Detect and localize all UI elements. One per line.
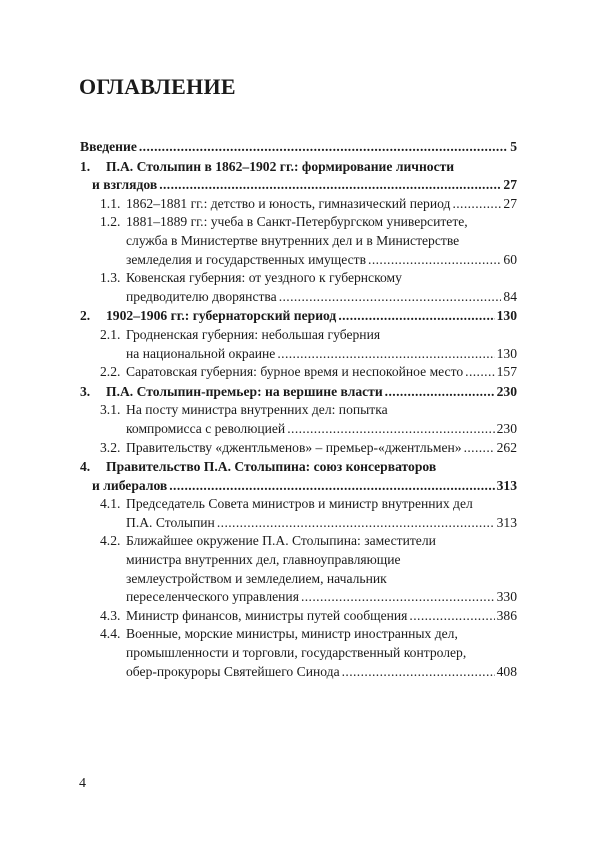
toc-entry-number: 4.1. bbox=[100, 496, 121, 512]
toc-entry-page: 408 bbox=[496, 663, 517, 679]
toc-entry-text: промышленности и торговли, государственный контролер, bbox=[126, 645, 467, 661]
toc-entry-page: 230 bbox=[496, 420, 517, 436]
toc-entry-text: 4.4. Военные, морские министры, министр иностранных дел, bbox=[100, 626, 458, 641]
toc-entry-number: 4.2. bbox=[100, 533, 121, 549]
toc-entry-text: 4.3. Министр финансов, министры путей сообщения bbox=[100, 607, 407, 626]
toc-entry-page: 386 bbox=[496, 607, 517, 623]
toc-entry[interactable] bbox=[80, 269, 517, 306]
page-number: 4 bbox=[79, 776, 86, 791]
toc-entry-text: 2.2. Саратовская губерния: бурное время и неспокойное место bbox=[100, 363, 463, 382]
toc-entry-text: и взглядов bbox=[92, 177, 158, 193]
toc-entry-number: 2.1. bbox=[100, 326, 121, 342]
toc-entry[interactable] bbox=[80, 213, 517, 269]
toc-entry-page: 262 bbox=[496, 439, 517, 455]
dot-leader bbox=[338, 307, 494, 326]
toc-entry-page: 84 bbox=[503, 288, 517, 304]
toc-entry[interactable] bbox=[80, 458, 517, 495]
toc-entry-text: обер-прокуроры Святейшего Синода bbox=[126, 663, 340, 679]
toc-entry-page: 27 bbox=[503, 177, 517, 193]
toc-entry[interactable] bbox=[80, 607, 517, 626]
dot-leader bbox=[301, 588, 495, 607]
dot-leader bbox=[385, 383, 495, 402]
toc-entry-page: 27 bbox=[503, 195, 517, 211]
toc-entry-number: 1.1. bbox=[100, 195, 121, 211]
toc-entry-text: 1.1. 1862–1881 гг.: детство и юность, гимназический период bbox=[100, 195, 450, 214]
toc-entry-page: 157 bbox=[496, 364, 517, 380]
toc-entry-text: 3.2. Правительству «джентльменов» – премьер-«джентльмен» bbox=[100, 439, 462, 458]
toc-entry-number: 1.2. bbox=[100, 214, 121, 230]
toc-entry-number: 2.2. bbox=[100, 364, 121, 380]
toc-entry-text: 4. Правительство П.А. Столыпина: союз консерваторов bbox=[80, 459, 436, 474]
toc-entry[interactable] bbox=[80, 138, 517, 157]
toc-entry-text: переселенческого управления bbox=[126, 589, 299, 605]
toc-entry-number: 3.1. bbox=[100, 402, 121, 418]
toc-entry-page: 313 bbox=[496, 514, 517, 530]
toc-entry-text: 3.1. На посту министра внутренних дел: попытка bbox=[100, 402, 388, 417]
toc-entry-text: 2.1. Гродненская губерния: небольшая губерния bbox=[100, 327, 380, 342]
toc-entry-number: 1. bbox=[80, 158, 91, 174]
toc-entry[interactable] bbox=[80, 439, 517, 458]
toc-entry-page: 130 bbox=[496, 308, 517, 324]
dot-leader bbox=[368, 251, 501, 270]
toc-entry[interactable] bbox=[80, 383, 517, 402]
toc-entry-text: и либералов bbox=[92, 477, 168, 493]
dot-leader bbox=[169, 477, 494, 496]
toc-entry-text: 2. 1902–1906 гг.: губернаторский период bbox=[80, 307, 336, 326]
toc-entry[interactable] bbox=[80, 532, 517, 606]
toc-entry[interactable] bbox=[80, 158, 517, 195]
toc-entry-text: 1.3. Ковенская губерния: от уездного к губернскому bbox=[100, 270, 402, 285]
dot-leader bbox=[159, 176, 501, 195]
dot-leader bbox=[465, 363, 494, 382]
toc-entry-number: 3.2. bbox=[100, 439, 121, 455]
toc-entry-text: П.А. Столыпин bbox=[126, 514, 215, 530]
dot-leader bbox=[279, 288, 502, 307]
toc-entry-page: 5 bbox=[510, 139, 517, 154]
toc-entry[interactable] bbox=[80, 307, 517, 326]
toc-entry[interactable] bbox=[80, 195, 517, 214]
toc-entry-page: 313 bbox=[496, 477, 517, 493]
table-of-contents bbox=[80, 138, 517, 681]
dot-leader bbox=[277, 345, 494, 364]
toc-entry-text: министра внутренних дел, главноуправляющие bbox=[126, 552, 401, 568]
toc-entry-page: 330 bbox=[496, 589, 517, 605]
dot-leader bbox=[342, 663, 495, 682]
dot-leader bbox=[287, 420, 494, 439]
dot-leader bbox=[409, 607, 494, 626]
toc-entry-text: на национальной окраине bbox=[126, 345, 276, 361]
toc-entry-page: 60 bbox=[503, 251, 517, 267]
dot-leader bbox=[464, 439, 495, 458]
toc-entry-number: 4.3. bbox=[100, 607, 121, 623]
dot-leader bbox=[452, 195, 501, 214]
toc-entry-text: Введение bbox=[80, 139, 137, 154]
toc-entry-text: 1.2. 1881–1889 гг.: учеба в Санкт-Петербургском университете, bbox=[100, 214, 468, 229]
dot-leader bbox=[217, 514, 495, 533]
toc-entry-text: 3. П.А. Столыпин-премьер: на вершине власти bbox=[80, 383, 383, 402]
toc-entry-page: 230 bbox=[496, 383, 517, 399]
toc-entry-text: земледелия и государственных имуществ bbox=[126, 251, 367, 267]
toc-entry[interactable] bbox=[80, 326, 517, 363]
toc-entry-text: 4.2. Ближайшее окружение П.А. Столыпина: заместители bbox=[100, 533, 436, 548]
toc-entry-number: 3. bbox=[80, 383, 91, 399]
toc-entry[interactable] bbox=[80, 495, 517, 532]
toc-entry[interactable] bbox=[80, 363, 517, 382]
toc-entry-number: 1.3. bbox=[100, 270, 121, 286]
toc-entry-text: 1. П.А. Столыпин в 1862–1902 гг.: формирование личности bbox=[80, 159, 454, 174]
toc-entry[interactable] bbox=[80, 625, 517, 681]
page-title: ОГЛАВЛЕНИЕ bbox=[79, 74, 236, 99]
toc-entry-text: землеустройством и земледелием, начальник bbox=[126, 570, 387, 586]
toc-entry-text: компромисса с революцией bbox=[126, 420, 286, 436]
toc-entry-page: 130 bbox=[496, 345, 517, 361]
toc-entry-text: служба в Министертве внутренних дел и в Министерстве bbox=[126, 232, 460, 248]
toc-entry-number: 4.4. bbox=[100, 626, 121, 642]
toc-entry-number: 4. bbox=[80, 459, 91, 475]
toc-entry-number: 2. bbox=[80, 308, 91, 324]
dot-leader bbox=[139, 138, 508, 157]
toc-entry-text: 4.1. Председатель Совета министров и министр внутренних дел bbox=[100, 496, 473, 511]
toc-entry[interactable] bbox=[80, 401, 517, 438]
toc-entry-text: предводителю дворянства bbox=[126, 288, 277, 304]
